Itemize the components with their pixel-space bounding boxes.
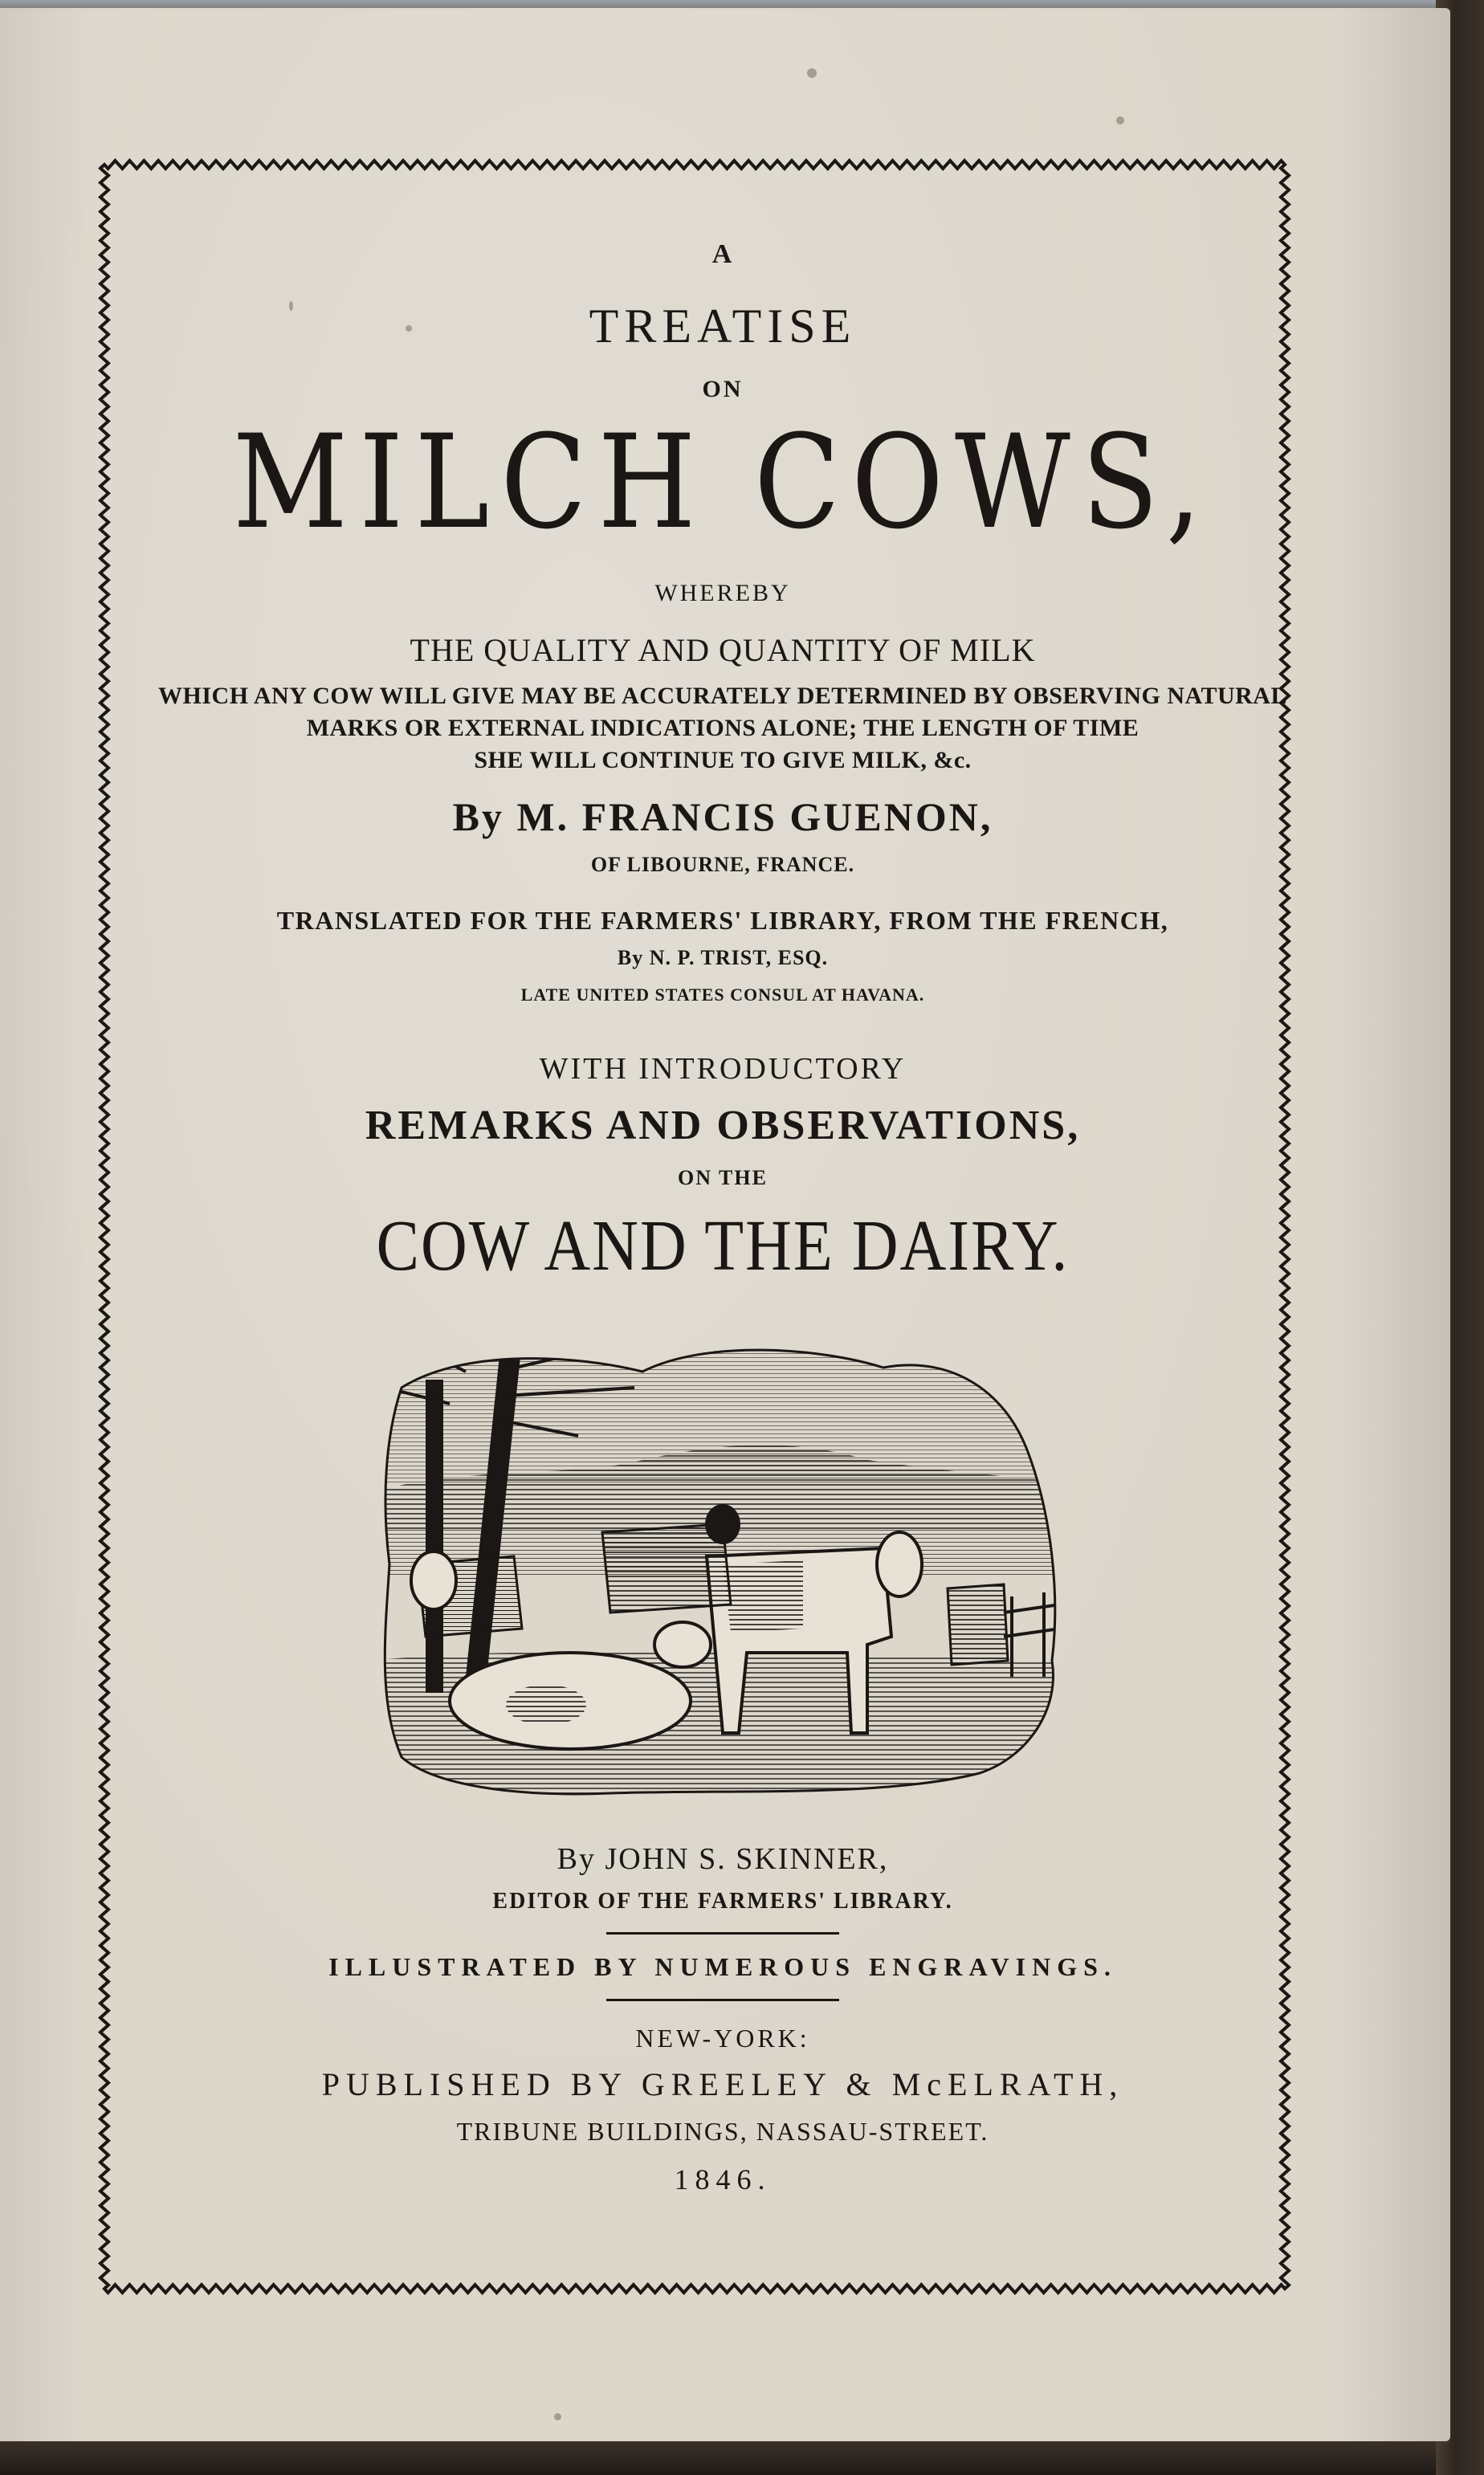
- divider-rule: [606, 1932, 839, 1935]
- quality-line: THE QUALITY AND QUANTITY OF MILK: [410, 632, 1036, 668]
- author-line: By M. FRANCIS GUENON,: [452, 794, 993, 839]
- remarks-line: REMARKS AND OBSERVATIONS,: [365, 1103, 1081, 1148]
- subtitle: COW AND THE DAIRY.: [376, 1206, 1070, 1286]
- treatise-heading: TREATISE: [589, 300, 857, 353]
- paper-speck: [807, 68, 817, 78]
- book-bottom-edge: [0, 2441, 1436, 2475]
- cows-engraving-image: [369, 1323, 1076, 1805]
- title-page: [0, 8, 1450, 2441]
- main-title: MILCH COWS,: [232, 407, 1213, 559]
- author-origin: OF LIBOURNE, FRANCE.: [590, 853, 855, 876]
- paper-speck: [1116, 116, 1124, 124]
- translated-line: TRANSLATED FOR THE FARMERS' LIBRARY, FROM THE FRENCH,: [276, 906, 1169, 935]
- on-word: ON: [702, 376, 744, 402]
- on-the-line: ON THE: [678, 1166, 768, 1189]
- whereby-word: WHEREBY: [654, 580, 791, 606]
- illustrated-line: ILLUSTRATED BY NUMEROUS ENGRAVINGS.: [328, 1952, 1117, 1981]
- description-line-2: MARKS OR EXTERNAL INDICATIONS ALONE; THE LENGTH OF TIME: [306, 715, 1140, 741]
- translator-line: By N. P. TRIST, ESQ.: [617, 946, 829, 969]
- with-introductory-line: WITH INTRODUCTORY: [539, 1052, 907, 1086]
- paper-speck: [554, 2413, 561, 2420]
- divider-rule: [606, 1999, 839, 2001]
- description-line-3: SHE WILL CONTINUE TO GIVE MILK, &c.: [474, 747, 972, 773]
- imprint-address: TRIBUNE BUILDINGS, NASSAU-STREET.: [456, 2117, 989, 2146]
- editor-name: By JOHN S. SKINNER,: [556, 1842, 889, 1876]
- imprint-year: 1846.: [674, 2163, 772, 2196]
- title-page-content: [96, 201, 1349, 2194]
- article-a: A: [711, 239, 734, 269]
- imprint-city: NEW-YORK:: [635, 2024, 810, 2053]
- translator-title: LATE UNITED STATES CONSUL AT HAVANA.: [520, 985, 925, 1005]
- imprint-publisher: PUBLISHED BY GREELEY & McELRATH,: [321, 2066, 1124, 2102]
- description-line-1: WHICH ANY COW WILL GIVE MAY BE ACCURATELY DETERMINED BY OBSERVING NATURAL: [158, 683, 1287, 709]
- editor-title: EDITOR OF THE FARMERS' LIBRARY.: [492, 1889, 953, 1914]
